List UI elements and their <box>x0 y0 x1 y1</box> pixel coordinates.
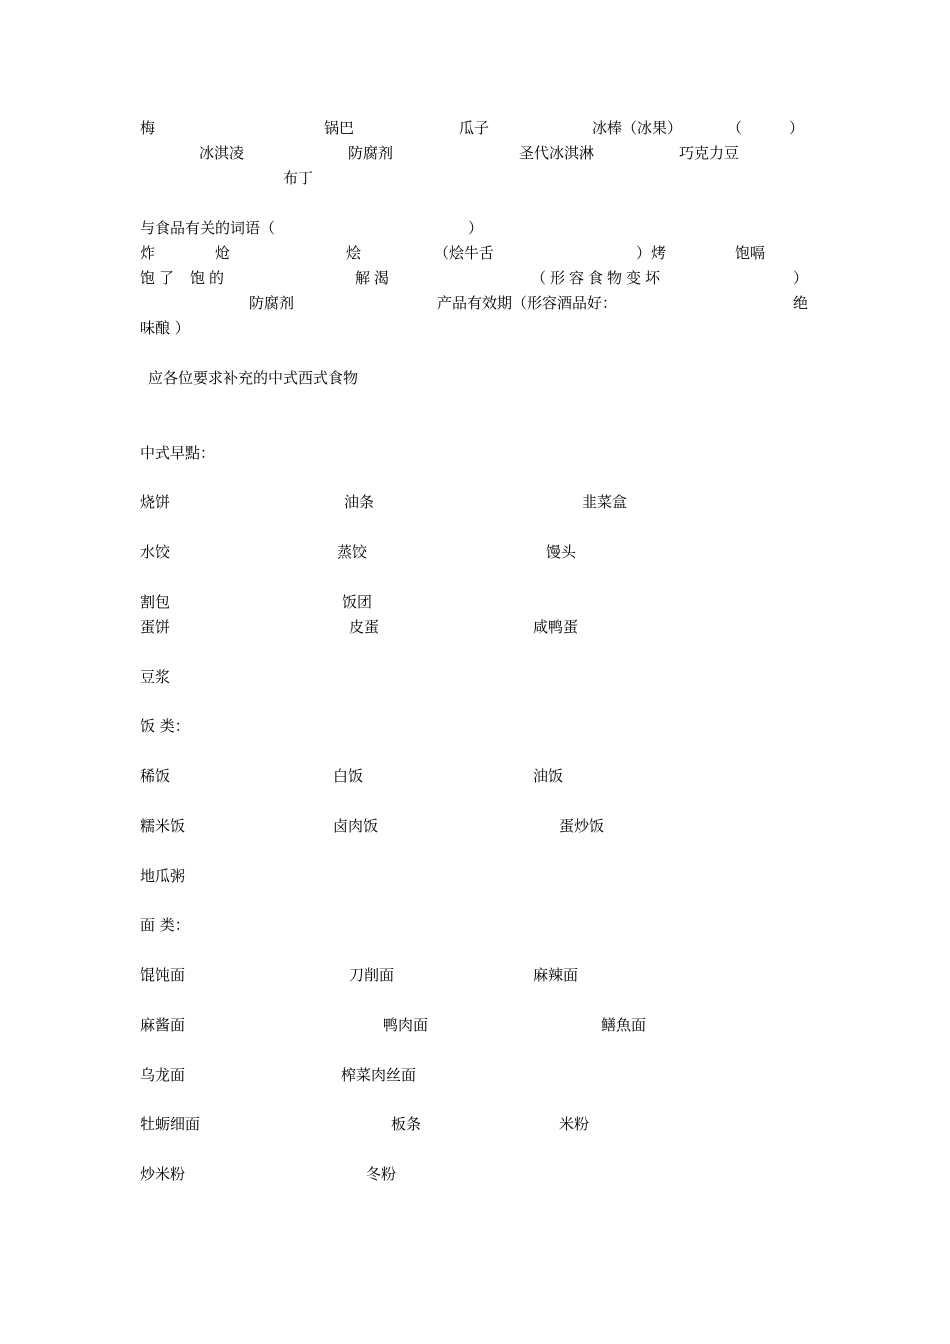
food-item: 刀削面 <box>349 966 395 984</box>
food-word: 防腐剂 <box>348 144 394 162</box>
word: 饱了 <box>140 269 179 287</box>
food-item: 水饺 <box>140 543 171 561</box>
food-item: 麻酱面 <box>140 1016 186 1034</box>
word: 饱的 <box>190 269 229 287</box>
food-item: 白饭 <box>333 767 364 785</box>
food-item: 地瓜粥 <box>140 867 186 885</box>
food-item: 炒米粉 <box>140 1165 186 1183</box>
food-item: 榨菜肉丝面 <box>341 1066 417 1084</box>
food-word: 锅巴 <box>324 119 355 137</box>
food-word: 冰棒（冰果） <box>592 119 683 137</box>
food-item: 稀饭 <box>140 767 171 785</box>
food-word: 瓜子 <box>459 119 490 137</box>
category-heading: 饭 类： <box>140 717 190 735</box>
word: 饱嗝 <box>735 244 766 262</box>
word: （形容食物变坏 <box>531 269 665 287</box>
food-word: 冰淇凌 <box>199 144 245 162</box>
food-word: 圣代冰淇淋 <box>519 144 595 162</box>
word: 味酿 ） <box>140 319 190 337</box>
food-item: 米粉 <box>559 1115 590 1133</box>
word: 解渴 <box>355 269 394 287</box>
bracket-close: ） <box>468 219 484 237</box>
word: 绝 <box>793 294 809 312</box>
food-item: 馄饨面 <box>140 966 186 984</box>
food-item: 割包 <box>140 593 171 611</box>
word: 炝 <box>215 244 231 262</box>
food-item: 鸭肉面 <box>383 1016 429 1034</box>
food-item: 烧饼 <box>140 493 171 511</box>
food-item: 豆浆 <box>140 668 171 686</box>
food-item: 皮蛋 <box>349 618 380 636</box>
food-item: 韭菜盒 <box>582 493 628 511</box>
food-item: 鳝魚面 <box>601 1016 647 1034</box>
word: ）烤 <box>636 244 667 262</box>
word: （烩牛舌 <box>434 244 495 262</box>
food-item: 卤肉饭 <box>333 817 379 835</box>
food-item: 糯米饭 <box>140 817 186 835</box>
food-word: 布丁 <box>283 169 314 187</box>
category-heading: 中式早點： <box>140 444 216 462</box>
food-item: 蛋饼 <box>140 618 171 636</box>
bracket-open: （ <box>727 119 743 137</box>
food-item: 蛋炒饭 <box>559 817 605 835</box>
food-item: 蒸饺 <box>337 543 368 561</box>
food-item: 馒头 <box>546 543 577 561</box>
food-item: 油条 <box>344 493 375 511</box>
food-item: 饭团 <box>342 593 373 611</box>
word: 炸 <box>140 244 156 262</box>
food-word: 巧克力豆 <box>679 144 740 162</box>
food-item: 油饭 <box>533 767 564 785</box>
bracket-close: ） <box>789 119 805 137</box>
food-item: 牡蛎细面 <box>140 1115 201 1133</box>
food-item: 咸鸭蛋 <box>533 618 579 636</box>
section-heading: 与食品有关的词语（ <box>140 219 276 237</box>
word: 烩 <box>346 244 362 262</box>
category-heading: 面 类： <box>140 916 190 934</box>
food-item: 乌龙面 <box>140 1066 186 1084</box>
food-item: 麻辣面 <box>533 966 579 984</box>
word: 防腐剂 <box>249 294 295 312</box>
food-word: 梅 <box>140 119 156 137</box>
section-title: 应各位要求补充的中式西式食物 <box>148 369 359 387</box>
food-item: 冬粉 <box>366 1165 397 1183</box>
food-item: 板条 <box>391 1115 422 1133</box>
word: 产品有效期（形容酒品好： <box>437 294 618 312</box>
bracket-close: ） <box>793 269 809 287</box>
